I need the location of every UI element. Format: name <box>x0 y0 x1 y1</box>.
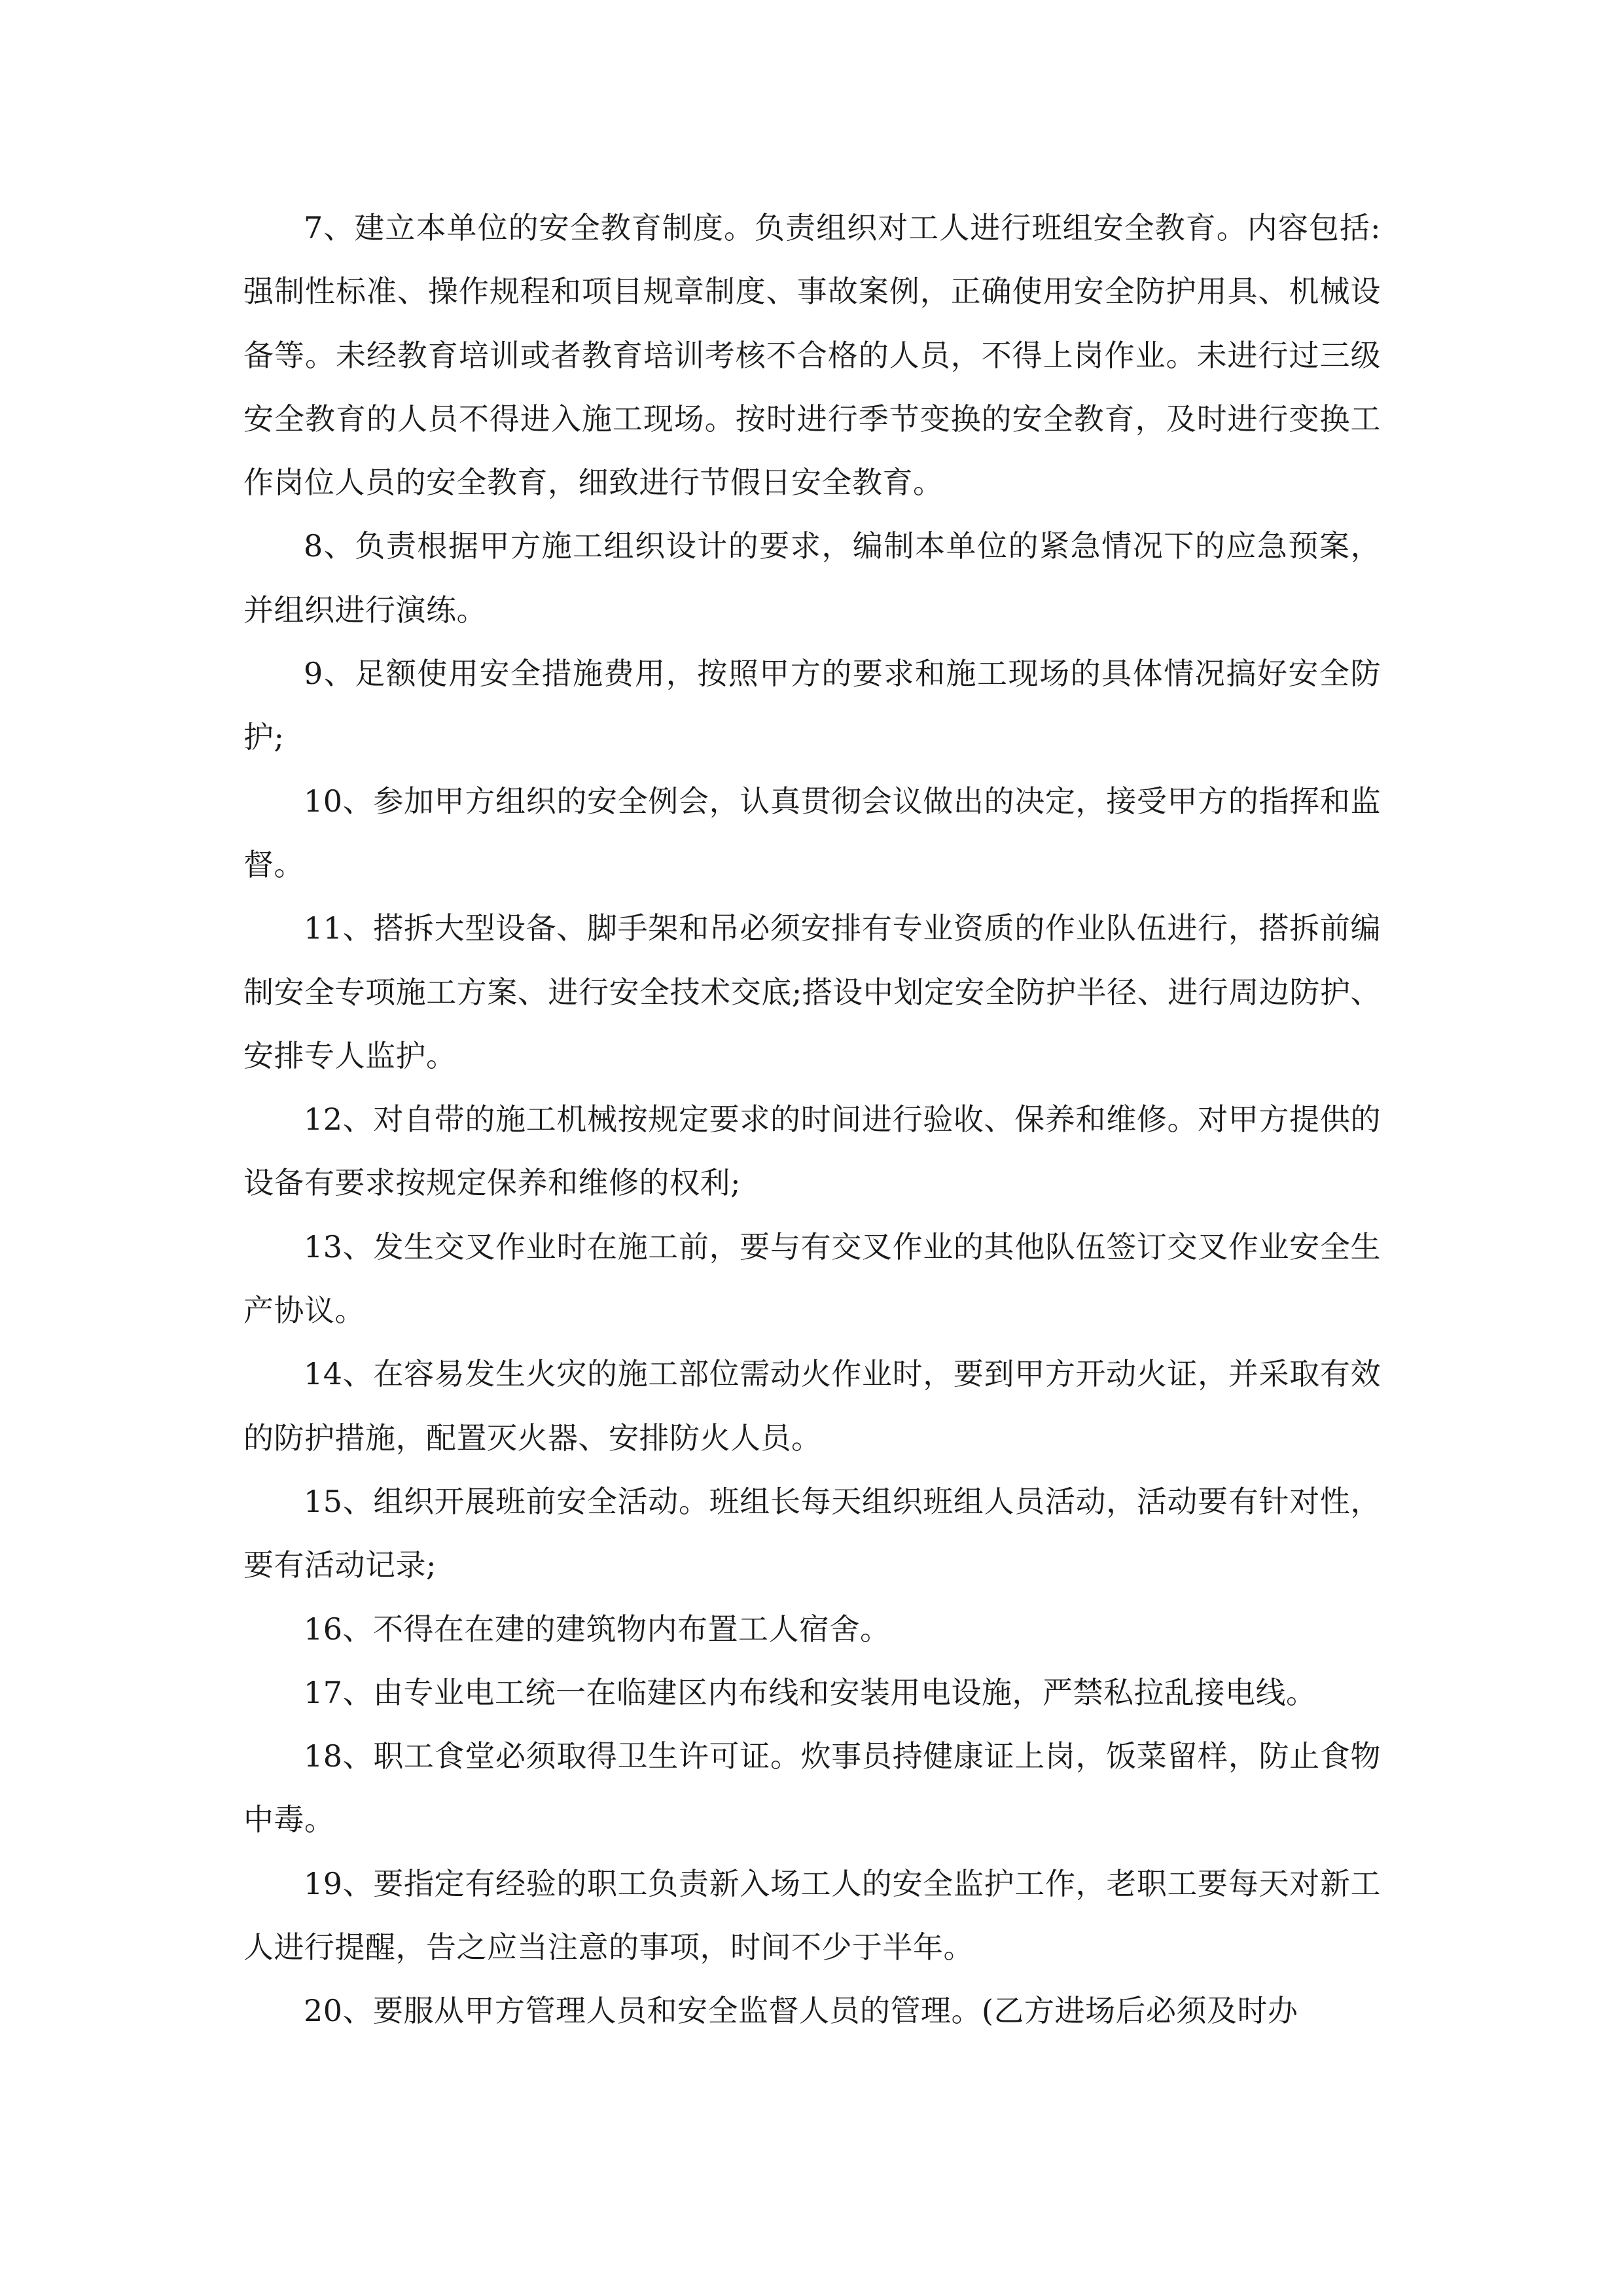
paragraph-item-15: 15、组织开展班前安全活动。班组长每天组织班组人员活动，活动要有针对性，要有活动记录; <box>243 1483 1381 1583</box>
paragraph-item-13: 13、发生交叉作业时在施工前，要与有交叉作业的其他队伍签订交叉作业安全生产协议。 <box>243 1229 1381 1329</box>
paragraph-item-16: 16、不得在在建的建筑物内布置工人宿舍。 <box>304 1611 891 1647</box>
paragraph-item-8: 8、负责根据甲方施工组织设计的要求，编制本单位的紧急情况下的应急预案，并组织进行演练。 <box>243 528 1381 628</box>
paragraph-item-20: 20、要服从甲方管理人员和安全监督人员的管理。(乙方进场后必须及时办 <box>304 1993 1298 2029</box>
document-body <box>243 196 1381 2043</box>
paragraph-item-7: 7、建立本单位的安全教育制度。负责组织对工人进行班组安全教育。内容包括:强制性标准、操作规程和项目规章制度、事故案例，正确使用安全防护用具、机械设备等。未经教育培训或者教育培训考核不合格的人员，不得上岗作业。未进行过三级安全教育的人员不得进入施工现场。按时进行季节变换的安全教育，及时进行变换工作岗位人员的安全教育，细致进行节假日安全教育。 <box>243 210 1381 501</box>
paragraph-item-12: 12、对自带的施工机械按规定要求的时间进行验收、保养和维修。对甲方提供的设备有要求按规定保养和维修的权利; <box>243 1102 1381 1201</box>
paragraph-item-14: 14、在容易发生火灾的施工部位需动火作业时，要到甲方开动火证，并采取有效的防护措施，配置灭火器、安排防火人员。 <box>243 1356 1381 1456</box>
paragraph-item-11: 11、搭拆大型设备、脚手架和吊必须安排有专业资质的作业队伍进行，搭拆前编制安全专项施工方案、进行安全技术交底;搭设中划定安全防护半径、进行周边防护、安排专人监护。 <box>243 910 1381 1073</box>
paragraph-item-10: 10、参加甲方组织的安全例会，认真贯彻会议做出的决定，接受甲方的指挥和监督。 <box>243 783 1381 882</box>
paragraph-item-9: 9、足额使用安全措施费用，按照甲方的要求和施工现场的具体情况搞好安全防护; <box>243 656 1381 755</box>
paragraph-item-19: 19、要指定有经验的职工负责新入场工人的安全监护工作，老职工要每天对新工人进行提醒，告之应当注意的事项，时间不少于半年。 <box>243 1865 1381 1965</box>
paragraph-item-17: 17、由专业电工统一在临建区内布线和安装用电设施，严禁私拉乱接电线。 <box>304 1674 1317 1710</box>
paragraph-item-18: 18、职工食堂必须取得卫生许可证。炊事员持健康证上岗，饭菜留样，防止食物中毒。 <box>243 1738 1381 1838</box>
